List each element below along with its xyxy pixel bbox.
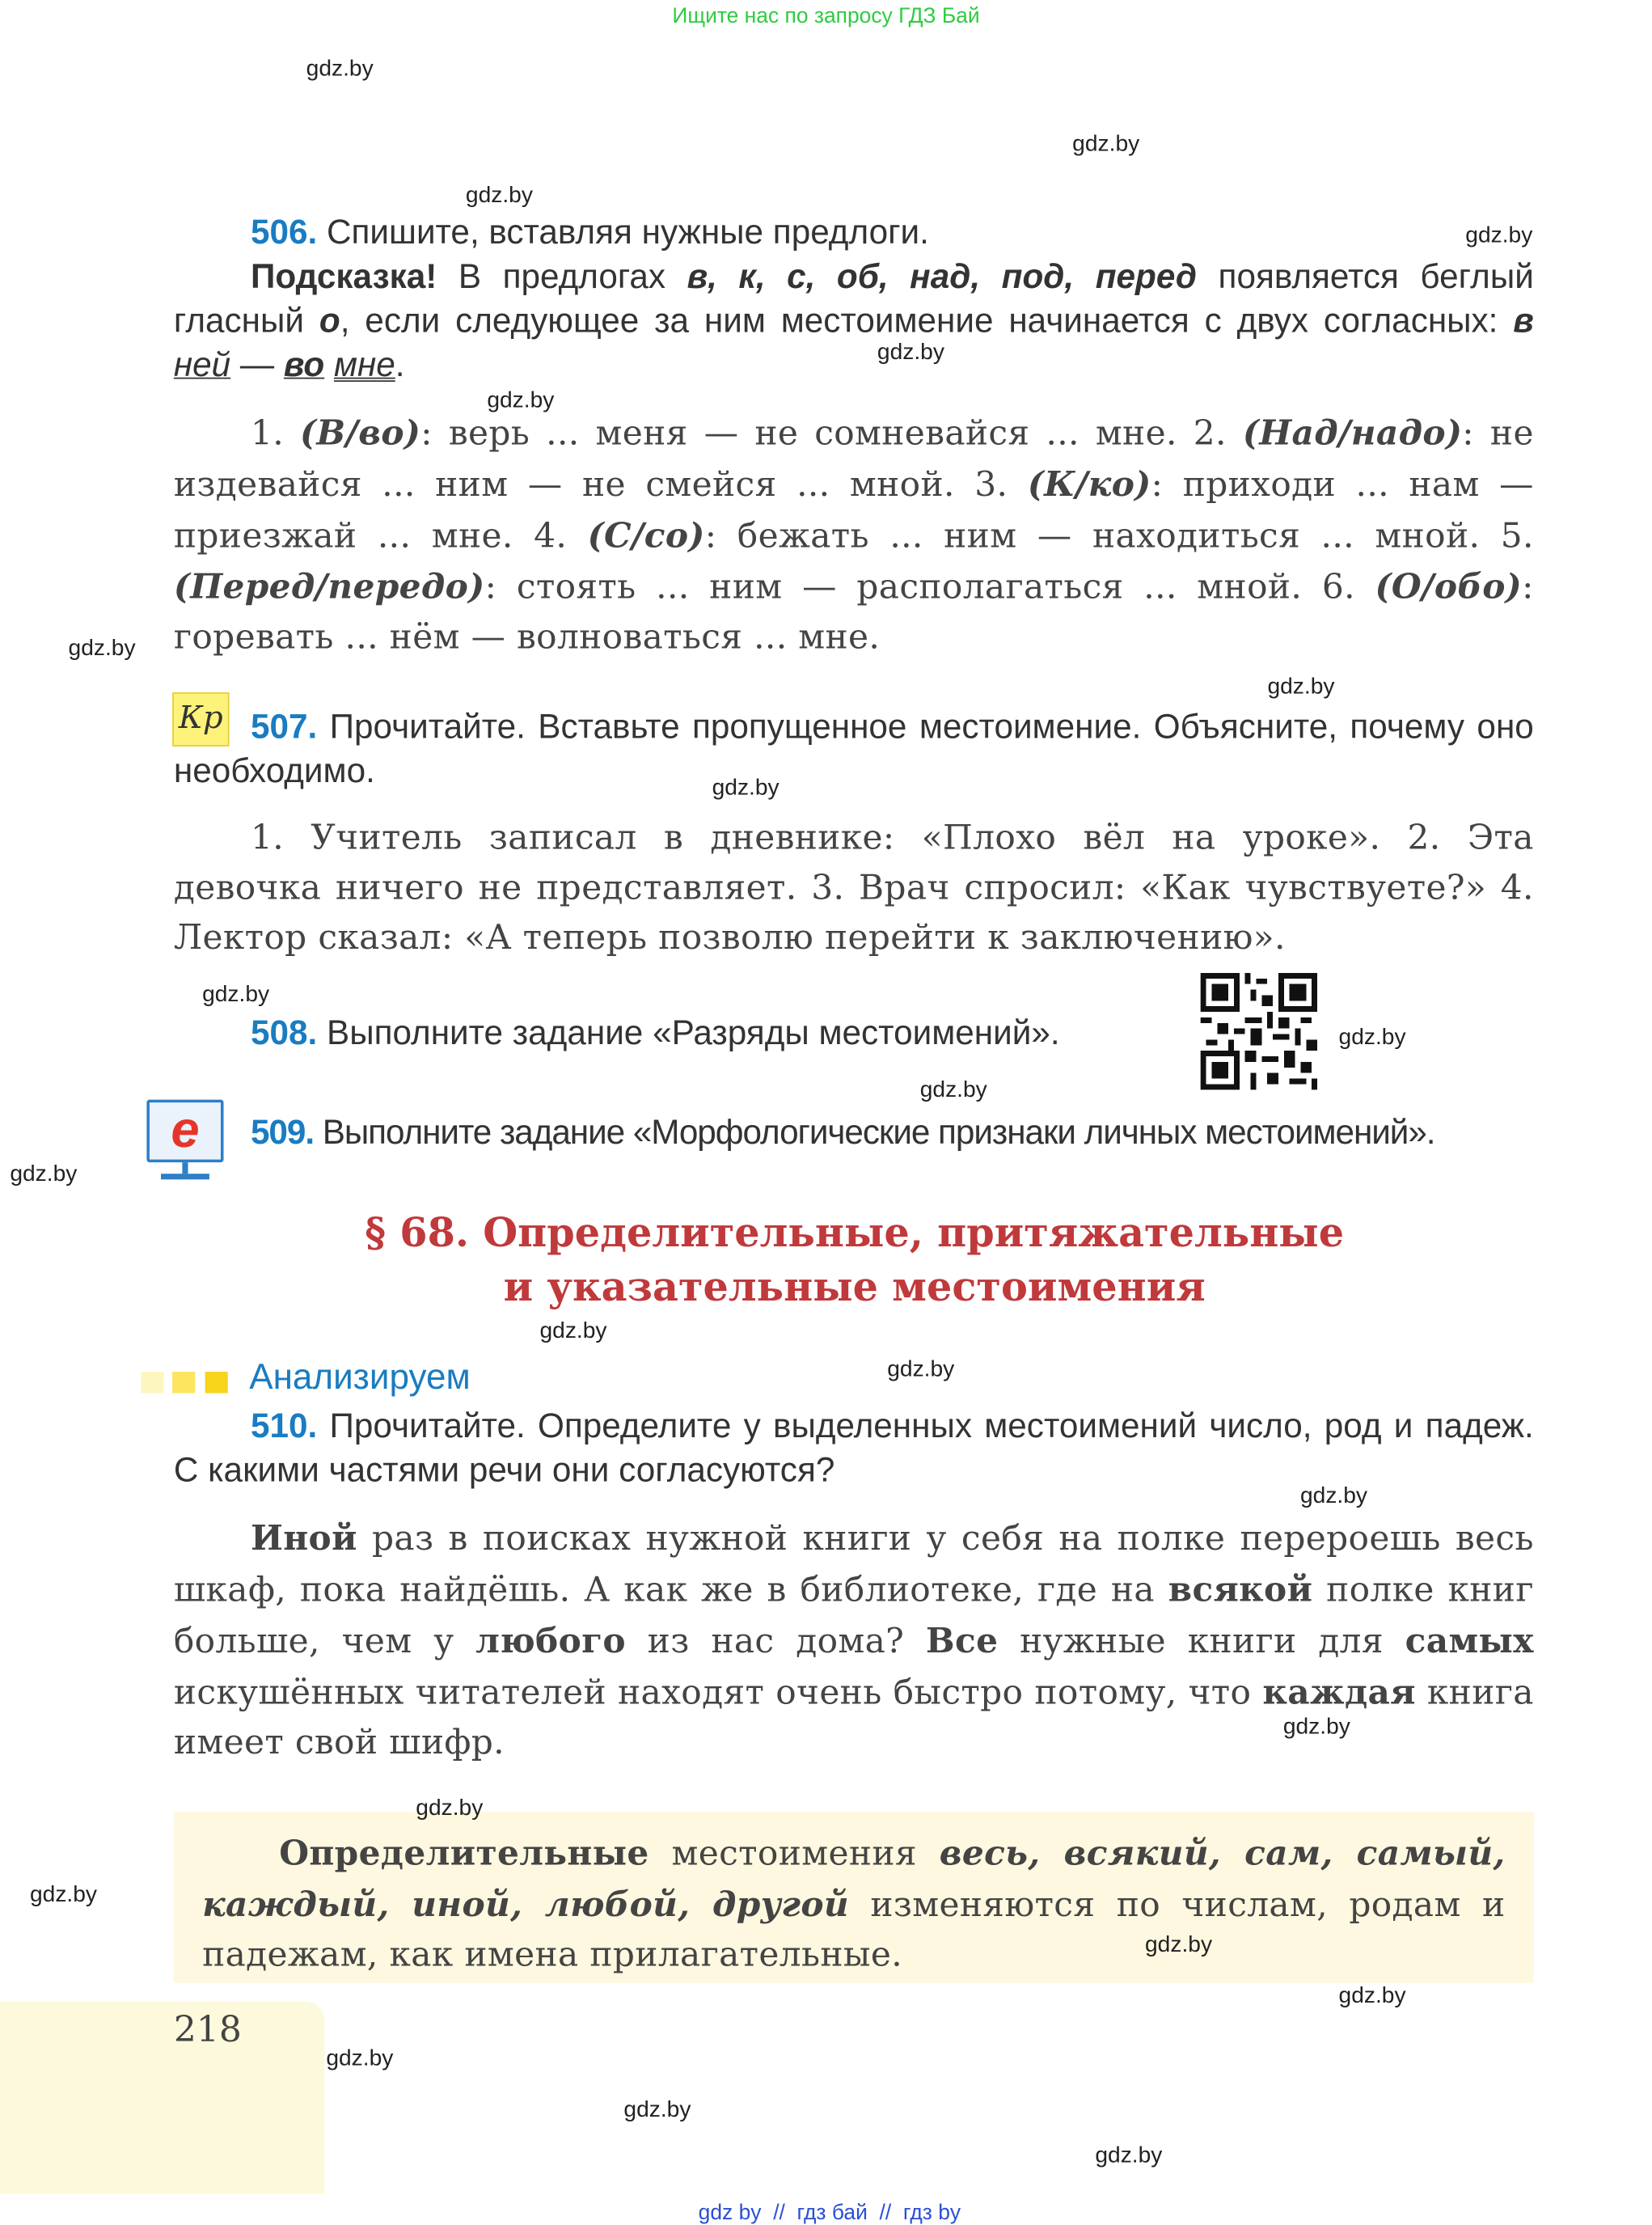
exercise-507-text: 1. Учитель записал в дневнике: «Плохо вёл на уроке». 2. Эта девочка ничего не представляет. 3. Врач спросил: «Как чувствуете?» 4. Лектор сказал: «А теперь позволю перейти к заключению». [173,817,1534,958]
exercise-506 [174,211,1534,387]
watermark: gdz.by [1465,223,1533,248]
exercise-number: 506. [250,214,318,252]
exercise-508 [174,1011,1171,1055]
watermark: gdz.by [623,2098,691,2123]
watermark: gdz.by [465,184,533,209]
page-corner [0,2001,325,2193]
watermark: gdz.by [1299,1484,1367,1509]
exercise-instruction: Выполните задание «Разряды местоимений». [327,1013,1060,1053]
watermark: gdz.by [68,637,136,662]
exercise-510-text: Иной раз в поисках нужной книги у себя на полке перероешь весь шкаф, пока найдёшь. А как же в библиотеке, где на всякой полке книг больше, чем у любого из нас дома? Все нужные книги для самых искушённых читателей находят очень быстро потому, что каждая книга имеет свой шифр. [173,1516,1534,1762]
yellow-square-icon [172,1372,195,1393]
hint-label: Подсказка! [250,257,437,297]
watermark: gdz.by [1282,1715,1350,1740]
exercise-509 [174,1111,1534,1156]
item: 5. (Перед/передо): стоять ... ним — располагаться ... мной. [173,515,1534,607]
watermark: gdz.by [1145,1932,1213,1957]
watermark: gdz.by [877,340,944,365]
rule-term: Определительные [279,1831,649,1873]
top-search-note: Ищите нас по запросу ГДЗ Бай [672,4,980,29]
example-word: мне [333,345,395,385]
page-number: 218 [173,2008,242,2050]
watermark: gdz.by [887,1357,955,1382]
hint-text: появляется беглый гласный [173,257,1534,341]
watermark: gdz.by [10,1162,78,1187]
section-title-line2: и указательные местоимения [503,1263,1206,1311]
exercise-instruction: Спишите, вставляя нужные предлоги. [327,214,929,252]
section-title-line1: § 68. Определительные, притяжательные [365,1209,1345,1257]
watermark: gdz.by [306,57,374,82]
rule-text: Определительные местоимения весь, всякий, сам, самый, каждый, иной, любой, другой изменяются по числам, родам и падежам, как имена прилагательные. [202,1831,1506,1975]
exercise-506-text [174,408,1534,662]
watermark: gdz.by [539,1318,607,1343]
dash: — [230,345,284,385]
hint-prepositions: в, к, с, об, над, под, перед [687,257,1198,297]
control-task-icon: Кр [172,692,229,747]
exercise-number: 510. [250,1407,318,1446]
watermark: gdz.by [1072,132,1140,157]
bottom-links[interactable]: gdz by // гдз бай // гдз by [698,2201,961,2225]
example-word: ней [173,345,231,385]
yellow-square-icon [141,1372,163,1393]
exercise-510 [174,1405,1534,1493]
watermark: gdz.by [1338,1984,1406,2009]
rule-words: весь, всякий, сам, самый, каждый, иной, любой, другой [202,1831,1506,1925]
watermark: gdz.by [1338,1026,1406,1051]
qr-code[interactable] [1201,973,1317,1089]
exercise-507 [174,705,1534,793]
hint: Подсказка! В предлогах в, к, с, об, над, под, перед появляется беглый гласный о, если следующее за ним местоимение начинается с двух согласных: в ней — во мне. [173,257,1534,385]
yellow-square-icon [205,1372,228,1393]
example-word: в [1513,302,1534,341]
watermark: gdz.by [919,1078,987,1103]
item: 2. (Над/надо): не издевайся ... ним — не смейся ... мной. [173,411,1534,505]
exercise-instruction: Прочитайте. Вставьте пропущенное местоимение. Объясните, почему оно необходимо. [173,708,1534,791]
watermark: gdz.by [1095,2143,1163,2168]
exercise-instruction: Прочитайте. Определите у выделенных местоимений число, род и падеж. С какими частями речи они согласуются? [173,1407,1534,1491]
exercise-number: 507. [250,708,318,747]
e-letter: e [146,1100,223,1162]
watermark: gdz.by [29,1883,98,1908]
watermark: gdz.by [712,776,780,801]
watermark: gdz.by [326,2046,394,2071]
hint-text: В предлогах [437,257,687,297]
hint-text: , если следующее за ним местоимение начинается с двух согласных: [340,302,1514,341]
example-word: во [283,345,325,385]
analyze-label: Анализируем [249,1357,471,1398]
watermark: gdz.by [416,1796,484,1821]
item: 3. (К/ко): приходи ... нам — приезжай ... мне. [173,463,1534,556]
item: 1. (В/во): верь ... меня — не сомневайся ... мне. [250,411,1194,454]
watermark: gdz.by [1267,675,1335,700]
watermark: gdz.by [202,983,270,1008]
exercise-number: 509. [250,1114,315,1153]
watermark: gdz.by [487,388,555,413]
exercise-instruction: Выполните задание «Морфологические признаки личных местоимений». [322,1114,1435,1153]
exercise-number: 508. [250,1013,318,1053]
item: 4. (С/со): бежать ... ним — находиться ... мной. [534,514,1501,556]
item: 6. (О/обо): горевать ... нём — волноваться ... мне. [173,565,1534,657]
hint-vowel: о [319,302,340,341]
